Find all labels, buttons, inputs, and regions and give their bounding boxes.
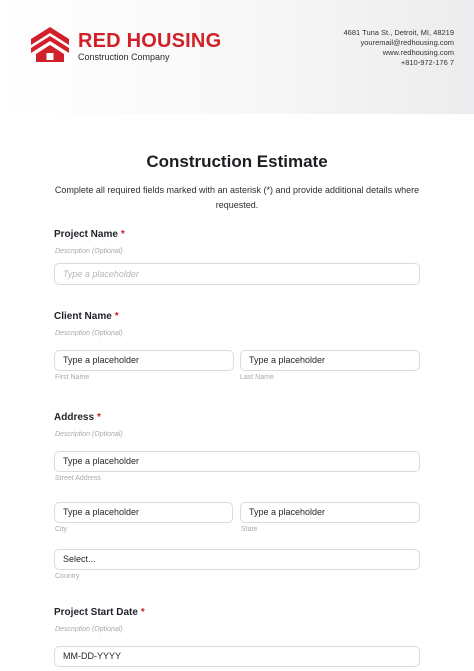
start-date-description: Description (Optional) bbox=[55, 626, 123, 633]
form-description: Complete all required fields marked with an asterisk (*) and provide additional details where requested. bbox=[54, 185, 420, 210]
page-header bbox=[0, 0, 474, 114]
street-address-input[interactable]: Type a placeholder bbox=[54, 451, 420, 472]
brand-name: RED HOUSING bbox=[78, 30, 222, 52]
contact-block bbox=[344, 28, 454, 68]
first-name-input[interactable]: Type a placeholder bbox=[54, 350, 234, 371]
first-name-sublabel: First Name bbox=[55, 374, 90, 381]
required-asterisk: * bbox=[97, 412, 101, 423]
state-input[interactable]: Type a placeholder bbox=[240, 502, 420, 523]
address-description: Description (Optional) bbox=[55, 431, 123, 438]
last-name-input[interactable]: Type a placeholder bbox=[240, 350, 420, 371]
contact-address: 4681 Tuna St., Detroit, MI, 48219 bbox=[343, 28, 454, 37]
project-name-description: Description (Optional) bbox=[55, 248, 123, 255]
contact-email[interactable]: youremail@redhousing.com bbox=[360, 38, 454, 47]
start-date-input[interactable]: MM-DD-YYYY bbox=[54, 646, 420, 667]
address-label: Address * bbox=[54, 412, 101, 423]
start-date-label: Project Start Date * bbox=[54, 607, 145, 618]
required-asterisk: * bbox=[114, 311, 119, 322]
state-sublabel: State bbox=[241, 526, 258, 533]
country-sublabel: Country bbox=[55, 573, 80, 580]
required-asterisk: * bbox=[140, 607, 145, 618]
house-logo-icon bbox=[29, 25, 71, 63]
street-address-sublabel: Street Address bbox=[55, 475, 101, 482]
city-input[interactable]: Type a placeholder bbox=[54, 502, 233, 523]
form-title: Construction Estimate bbox=[146, 152, 328, 171]
client-name-label: Client Name * bbox=[54, 311, 119, 322]
last-name-sublabel: Last Name bbox=[240, 374, 274, 381]
project-name-label: Project Name * bbox=[54, 229, 125, 240]
client-name-description: Description (Optional) bbox=[55, 330, 123, 337]
country-select[interactable]: Select... bbox=[54, 549, 420, 570]
city-sublabel: City bbox=[55, 526, 68, 533]
project-name-input[interactable]: Type a placeholder bbox=[54, 263, 420, 285]
contact-phone: +810-972-176 7 bbox=[400, 58, 454, 67]
brand-subtitle: Construction Company bbox=[78, 52, 170, 62]
required-asterisk: * bbox=[120, 229, 125, 240]
contact-website[interactable]: www.redhousing.com bbox=[382, 48, 454, 57]
